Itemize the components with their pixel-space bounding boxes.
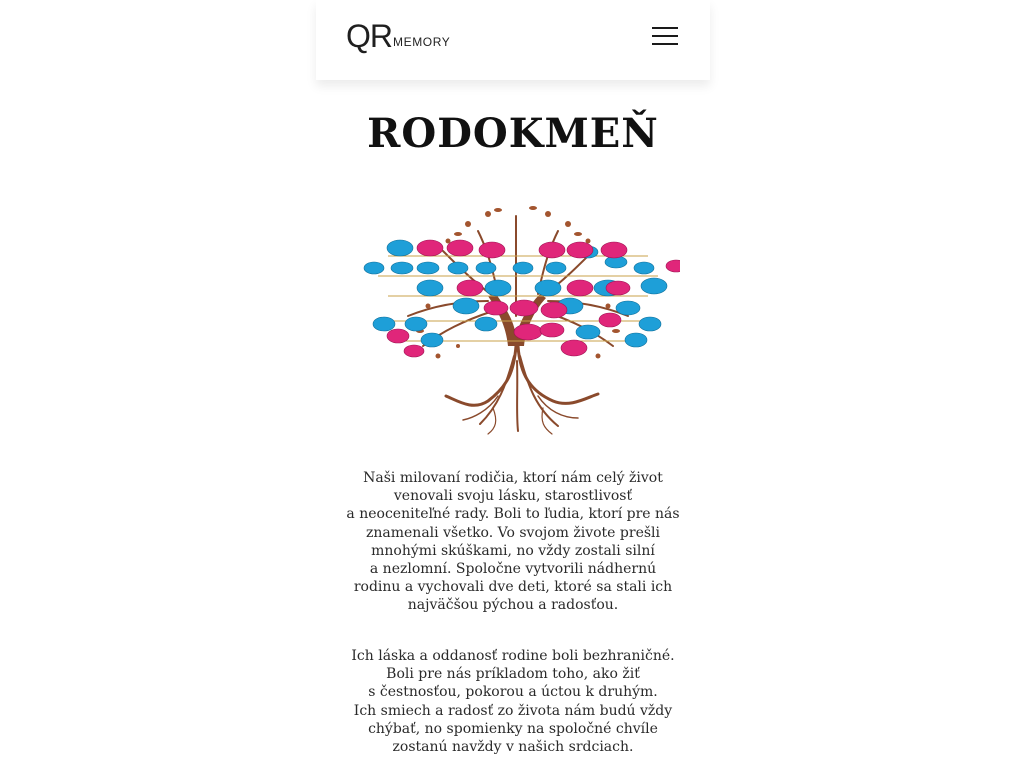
second-paragraph (338, 647, 688, 756)
qr-memory-logo[interactable] (346, 16, 450, 52)
paragraph-line: znamenali všetko. Vo svojom živote prešli (366, 524, 660, 541)
intro-paragraph (338, 469, 688, 615)
paragraph-line: mnohými skúškami, no vždy zostali silní (371, 542, 655, 559)
paragraph-line: venovali svoju lásku, starostlivosť (393, 488, 633, 505)
paragraph-line: rodinu a vychovali dve deti, ktoré sa stali ich (353, 579, 673, 596)
family-tree-image (348, 196, 680, 436)
logo-main-text: QR (346, 18, 392, 54)
hamburger-menu-icon[interactable] (652, 25, 678, 47)
paragraph-line: chýbať, no spomienky na spoločné chvíle (368, 720, 658, 737)
mobile-viewport (316, 0, 710, 768)
paragraph-line: Naši milovaní rodičia, ktorí nám celý život (363, 470, 663, 486)
paragraph-line: a nezlomní. Spoločne vytvorili nádhernú (369, 561, 657, 578)
site-header (316, 0, 710, 80)
paragraph-line: Boli pre nás príkladom toho, ako žiť (386, 666, 640, 683)
paragraph-line: a neoceniteľné rady. Boli to ľudia, ktorí pre nás (346, 506, 680, 523)
paragraph-line: Ich smiech a radosť zo života nám budú vždy (353, 702, 673, 719)
paragraph-line: s čestnosťou, pokorou a úctou k druhým. (368, 684, 658, 701)
page-title: RODOKMEŇ (367, 110, 659, 157)
logo-sub-text: MEMORY (393, 35, 451, 49)
paragraph-line: zostanú navždy v našich srdciach. (392, 739, 634, 756)
paragraph-line: Ich láska a oddanosť rodine boli bezhraničné. (351, 648, 675, 664)
paragraph-line: najväčšou pýchou a radosťou. (407, 597, 619, 614)
family-tree-illustration (348, 196, 680, 436)
